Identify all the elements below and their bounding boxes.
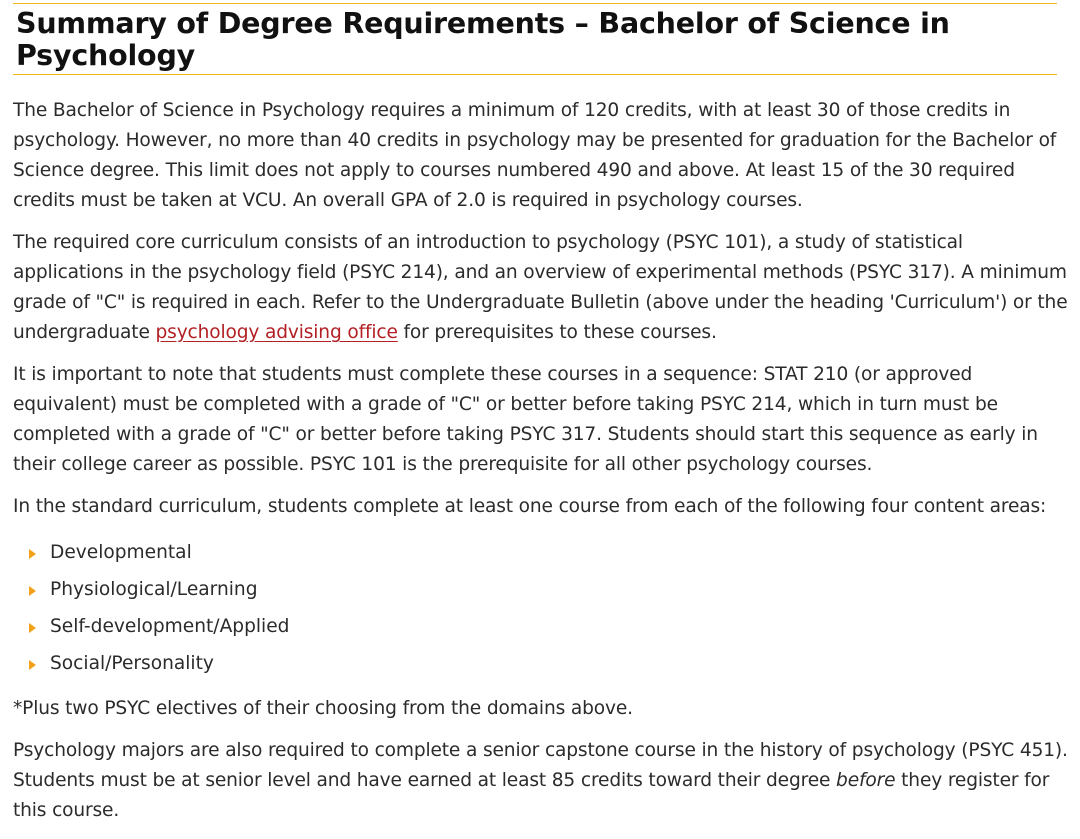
arrow-bullet-icon [29,549,36,559]
list-item-label: Physiological/Learning [50,579,258,600]
list-item-label: Self-development/Applied [50,616,290,637]
list-item-label: Developmental [50,542,192,563]
page-title [16,8,1057,72]
page-title-line-1: Summary of Degree Requirements – Bachelor of Science in [16,7,950,40]
credits-paragraph: The Bachelor of Science in Psychology requires a minimum of 120 credits, with at least 30 of those credits in psychology. However, no more than 40 credits in psychology may be presented for graduation for the Bachelor of Science degree. This limit does not apply to courses numbered 490 and above. At least 15 of the 30 required credits must be taken at VCU. An overall GPA of 2.0 is required in psychology courses. [13,100,1057,211]
page-title-block [13,3,1057,75]
core-curriculum-paragraph [13,228,1075,348]
capstone-text-end: they register for this course. [13,770,1050,821]
content-areas-intro: In the standard curriculum, students complete at least one course from each of the following four content areas: [13,496,1047,517]
capstone-emphasis: before [836,770,896,791]
psychology-advising-office-link[interactable]: psychology advising office [155,322,398,343]
content-areas-list [13,538,1075,686]
sequence-paragraph: It is important to note that students must complete these courses in a sequence: STAT 210 (or approved equivalent) must be completed with a grade of "C" or better before taking PSYC 214, which in turn must be completed with a grade of "C" or better before taking PSYC 317. Students should start this sequence as early in their college career as possible. PSYC 101 is the prerequisite for all other psychology courses. [13,364,1038,475]
core-curriculum-text: The required core curriculum consists of an introduction to psychology (PSYC 101), a study of statistical applications in the psychology field (PSYC 214), and an overview of experimental methods (PSYC 317). A minimum grade of "C" is required in each. Refer to the Undergraduate Bulletin (above under the heading 'Curriculum') or the undergraduate [13,232,1068,343]
main-content [13,96,1075,838]
list-item [13,575,1075,612]
arrow-bullet-icon [29,623,36,633]
page-title-line-2: Psychology [16,39,196,72]
arrow-bullet-icon [29,660,36,670]
core-curriculum-text-end: for prerequisites to these courses. [397,322,717,343]
list-item-label: Social/Personality [50,653,214,674]
capstone-paragraph [13,736,1075,826]
arrow-bullet-icon [29,586,36,596]
list-item [13,612,1075,649]
electives-note: *Plus two PSYC electives of their choosing from the domains above. [13,698,633,719]
list-item [13,538,1075,575]
capstone-text: Psychology majors are also required to complete a senior capstone course in the history of psychology (PSYC 451). Students must be at senior level and have earned at least 85 credits toward their degree [13,740,1068,791]
list-item [13,649,1075,686]
